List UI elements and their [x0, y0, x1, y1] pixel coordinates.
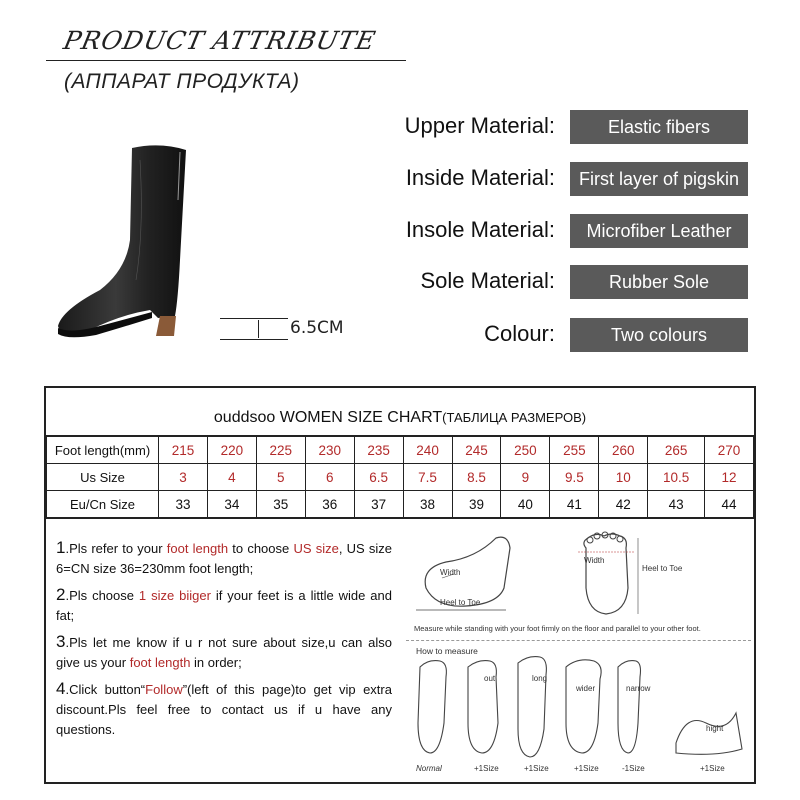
- note-highlight: Follow: [145, 682, 183, 697]
- size-cell: 36: [305, 491, 354, 518]
- size-cell: 8.5: [452, 464, 501, 491]
- size-cell: 270: [704, 437, 753, 464]
- heel-height-tick: [258, 320, 259, 338]
- size-cell: 43: [648, 491, 705, 518]
- note-number: 2: [56, 585, 66, 604]
- product-attribute-subheading: (АППАРАТ ПРОДУКТА): [64, 70, 300, 93]
- note-highlight: foot length: [129, 655, 191, 670]
- size-cell: 245: [452, 437, 501, 464]
- size-cell: 39: [452, 491, 501, 518]
- width-label-2: Width: [584, 556, 605, 565]
- foot-type-wider: wider: [576, 684, 596, 693]
- size-cell: 40: [501, 491, 550, 518]
- attr-label: Insole Material:: [405, 217, 555, 242]
- measure-caption: Measure while standing with your foot firmly on the floor and parallel to your other foot.: [414, 624, 701, 633]
- foot-outline-diagrams: [406, 528, 751, 638]
- attr-colour: [340, 318, 750, 354]
- note-text: .Pls refer to your: [65, 541, 167, 556]
- size-cell: 10.5: [648, 464, 705, 491]
- chart-divider: [46, 518, 754, 519]
- size-cell: 6.5: [354, 464, 403, 491]
- heel-to-toe-label: Heel to Toe: [440, 598, 481, 607]
- heel-height-indicator: [220, 318, 360, 342]
- size-chart-title: [214, 409, 586, 427]
- size-cell: 7.5: [403, 464, 452, 491]
- width-label: Width: [440, 568, 461, 577]
- attr-label: Sole Material:: [420, 268, 555, 293]
- adjust-wider: +1Size: [574, 764, 599, 773]
- how-to-measure-label: How to measure: [416, 646, 478, 656]
- note-text: in order;: [190, 655, 242, 670]
- size-row-header: Foot length(mm): [47, 437, 159, 464]
- size-cell: 3: [159, 464, 208, 491]
- note-text: , US size 6=CN size 36=230mm foot length;: [56, 541, 393, 576]
- size-cell: 215: [159, 437, 208, 464]
- adjust-long: +1Size: [524, 764, 549, 773]
- size-cell: 38: [403, 491, 452, 518]
- size-cell: 42: [599, 491, 648, 518]
- size-chart-title-bar: [46, 388, 754, 436]
- size-cell: 12: [704, 464, 753, 491]
- attr-value: Rubber Sole: [570, 265, 748, 299]
- note-text: .Click button“: [65, 682, 146, 697]
- attr-value: Elastic fibers: [570, 110, 748, 144]
- size-cell: 230: [305, 437, 354, 464]
- note-1: [56, 538, 392, 579]
- adjust-out: +1Size: [474, 764, 499, 773]
- attr-value: Two colours: [570, 318, 748, 352]
- note-3: [56, 632, 392, 673]
- size-cell: 240: [403, 437, 452, 464]
- note-number: 3: [56, 632, 66, 651]
- size-row: [47, 464, 754, 491]
- adjust-hight: +1Size: [700, 764, 725, 773]
- attr-value: First layer of pigskin: [570, 162, 748, 196]
- note-text: if your feet is a little wide and fat;: [56, 588, 392, 623]
- heading-underline: [46, 60, 406, 61]
- knee-boot-image: [40, 140, 210, 340]
- heel-height-label: 6.5CM: [290, 318, 344, 338]
- size-cell: 9.5: [550, 464, 599, 491]
- size-row-header: Eu/Cn Size: [47, 491, 159, 518]
- foot-type-hight: hight: [706, 724, 724, 733]
- foot-type-diagrams: [406, 653, 751, 773]
- foot-type-narrow: narrow: [626, 684, 651, 693]
- attr-label: Colour:: [484, 321, 555, 346]
- attr-insole-material: [340, 214, 750, 250]
- size-cell: 260: [599, 437, 648, 464]
- attr-sole-material: [340, 265, 750, 301]
- note-text: .Pls choose: [65, 588, 139, 603]
- attr-inside-material: [340, 162, 750, 198]
- size-row-header: Us Size: [47, 464, 159, 491]
- foot-type-long: long: [532, 674, 548, 683]
- size-row: [47, 437, 754, 464]
- size-cell: 41: [550, 491, 599, 518]
- size-chart-title-suffix: (ТАБЛИЦА РАЗМЕРОВ): [442, 409, 587, 425]
- dashed-divider: [406, 640, 751, 641]
- size-cell: 5: [256, 464, 305, 491]
- size-cell: 235: [354, 437, 403, 464]
- size-cell: 10: [599, 464, 648, 491]
- size-cell: 9: [501, 464, 550, 491]
- size-row: [47, 491, 754, 518]
- note-text: ”(left of this page)to get vip extra discount.Pls feel free to contact us if u have any questions.: [56, 682, 392, 737]
- size-cell: 37: [354, 491, 403, 518]
- note-2: [56, 585, 392, 626]
- size-cell: 220: [207, 437, 256, 464]
- attr-label: Upper Material:: [404, 113, 555, 138]
- note-number: 4: [56, 679, 66, 698]
- product-attribute-heading: PRODUCT ATTRIBUTE: [60, 26, 379, 55]
- size-cell: 265: [648, 437, 705, 464]
- heel-to-toe-label-2: Heel to Toe: [642, 564, 683, 573]
- foot-measure-diagram: [406, 528, 751, 778]
- note-text: to choose: [228, 541, 294, 556]
- attr-value: Microfiber Leather: [570, 214, 748, 248]
- note-highlight: 1 size biiger: [138, 588, 211, 603]
- size-notes: [56, 538, 392, 746]
- size-chart-title-text: ouddsoo WOMEN SIZE CHART: [213, 408, 443, 426]
- foot-type-normal: Normal: [416, 764, 442, 773]
- heel-height-line: [220, 318, 288, 340]
- note-highlight: foot length: [166, 541, 229, 556]
- size-cell: 35: [256, 491, 305, 518]
- size-cell: 34: [207, 491, 256, 518]
- size-table: [46, 436, 754, 518]
- size-cell: 33: [159, 491, 208, 518]
- size-cell: 255: [550, 437, 599, 464]
- note-4: [56, 679, 392, 740]
- size-cell: 250: [501, 437, 550, 464]
- note-text: .Pls let me know if u r not sure about size,u can also give us your: [56, 635, 392, 670]
- note-number: 1: [56, 538, 66, 557]
- attr-upper-material: [340, 110, 750, 146]
- size-cell: 225: [256, 437, 305, 464]
- foot-type-out: out: [484, 674, 496, 683]
- size-chart: [44, 386, 756, 784]
- attr-label: Inside Material:: [405, 165, 555, 190]
- adjust-narrow: -1Size: [622, 764, 645, 773]
- size-cell: 6: [305, 464, 354, 491]
- size-cell: 44: [704, 491, 753, 518]
- size-cell: 4: [207, 464, 256, 491]
- note-highlight: US size: [293, 541, 339, 556]
